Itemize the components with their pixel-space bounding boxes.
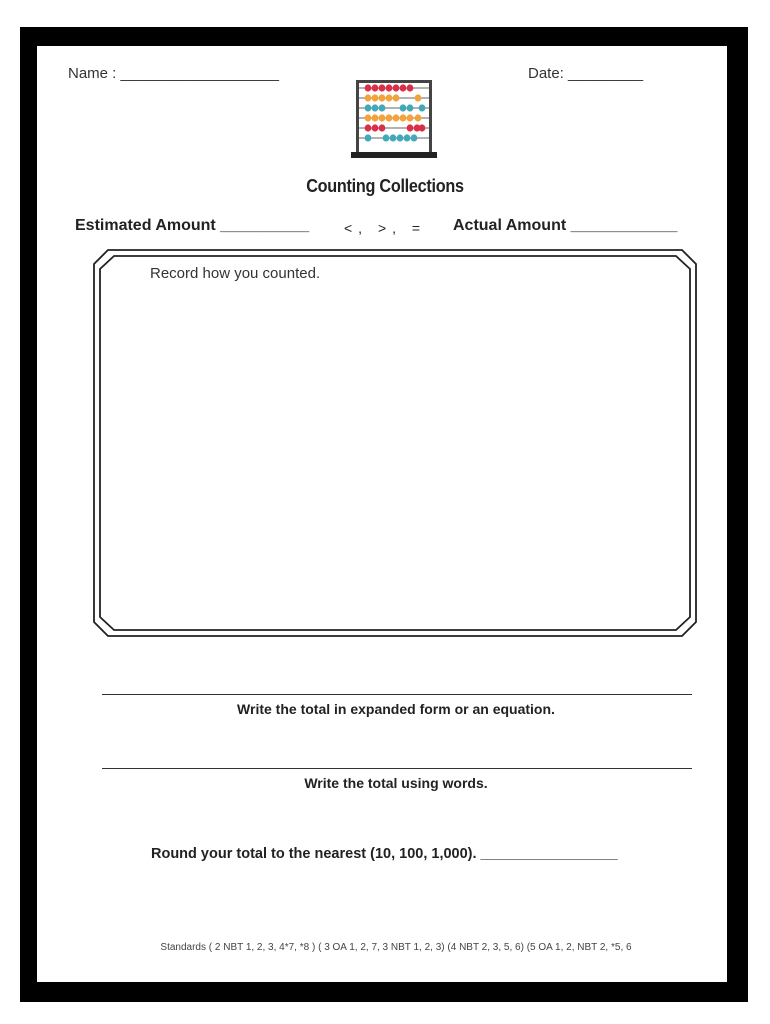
record-box-label: Record how you counted. — [150, 265, 321, 282]
abacus-bead — [379, 114, 386, 121]
abacus-icon — [348, 78, 440, 160]
round-prompt[interactable]: Round your total to the nearest (10, 100, 1,000). _________________ — [151, 846, 618, 862]
abacus-bead — [383, 134, 390, 141]
abacus-bead — [407, 84, 414, 91]
abacus-bead — [415, 94, 422, 101]
abacus-bead — [397, 134, 404, 141]
abacus-bead — [386, 94, 393, 101]
abacus-bead — [379, 84, 386, 91]
abacus-bead — [365, 124, 372, 131]
words-line[interactable] — [102, 768, 692, 769]
abacus-bead — [400, 84, 407, 91]
actual-amount-field[interactable]: Actual Amount ____________ — [453, 217, 678, 234]
abacus-bead — [415, 114, 422, 121]
record-box[interactable] — [90, 247, 700, 639]
abacus-bead — [365, 104, 372, 111]
abacus-bead — [365, 84, 372, 91]
abacus-bead — [386, 114, 393, 121]
page-title: Counting Collections — [306, 176, 464, 196]
abacus-bead — [400, 114, 407, 121]
abacus-bead — [372, 94, 379, 101]
standards-footer: Standards ( 2 NBT 1, 2, 3, 4*7, *8 ) ( 3 OA 1, 2, 7, 3 NBT 1, 2, 3) (4 NBT 2, 3, 5, 6) (5 OA 1, 2, NBT 2, *5, 6 — [160, 942, 632, 953]
name-field[interactable]: Name : ___________________ — [68, 65, 280, 82]
abacus-bead — [393, 84, 400, 91]
abacus-bead — [404, 134, 411, 141]
abacus-bead — [379, 94, 386, 101]
expanded-form-line[interactable] — [102, 694, 692, 695]
abacus-bead — [365, 114, 372, 121]
abacus-bead — [372, 104, 379, 111]
abacus-bead — [393, 94, 400, 101]
abacus-bead — [407, 124, 414, 131]
abacus-bead — [372, 124, 379, 131]
abacus-bead — [407, 104, 414, 111]
date-field[interactable]: Date: _________ — [528, 65, 644, 82]
abacus-bead — [379, 104, 386, 111]
abacus-bead — [419, 124, 426, 131]
abacus-bead — [365, 94, 372, 101]
abacus-bead — [407, 114, 414, 121]
abacus-bead — [400, 104, 407, 111]
abacus-bead — [390, 134, 397, 141]
abacus-bead — [379, 124, 386, 131]
expanded-form-caption: Write the total in expanded form or an equation. — [237, 701, 555, 717]
abacus-bead — [419, 104, 426, 111]
abacus-bead — [372, 114, 379, 121]
abacus-bead — [393, 114, 400, 121]
words-caption: Write the total using words. — [304, 775, 488, 791]
abacus-bead — [411, 134, 418, 141]
abacus-bead — [365, 134, 372, 141]
estimated-amount-field[interactable]: Estimated Amount __________ — [75, 217, 310, 234]
abacus-bead — [386, 84, 393, 91]
abacus-bead — [372, 84, 379, 91]
comparison-symbols: <, >, = — [344, 220, 427, 236]
